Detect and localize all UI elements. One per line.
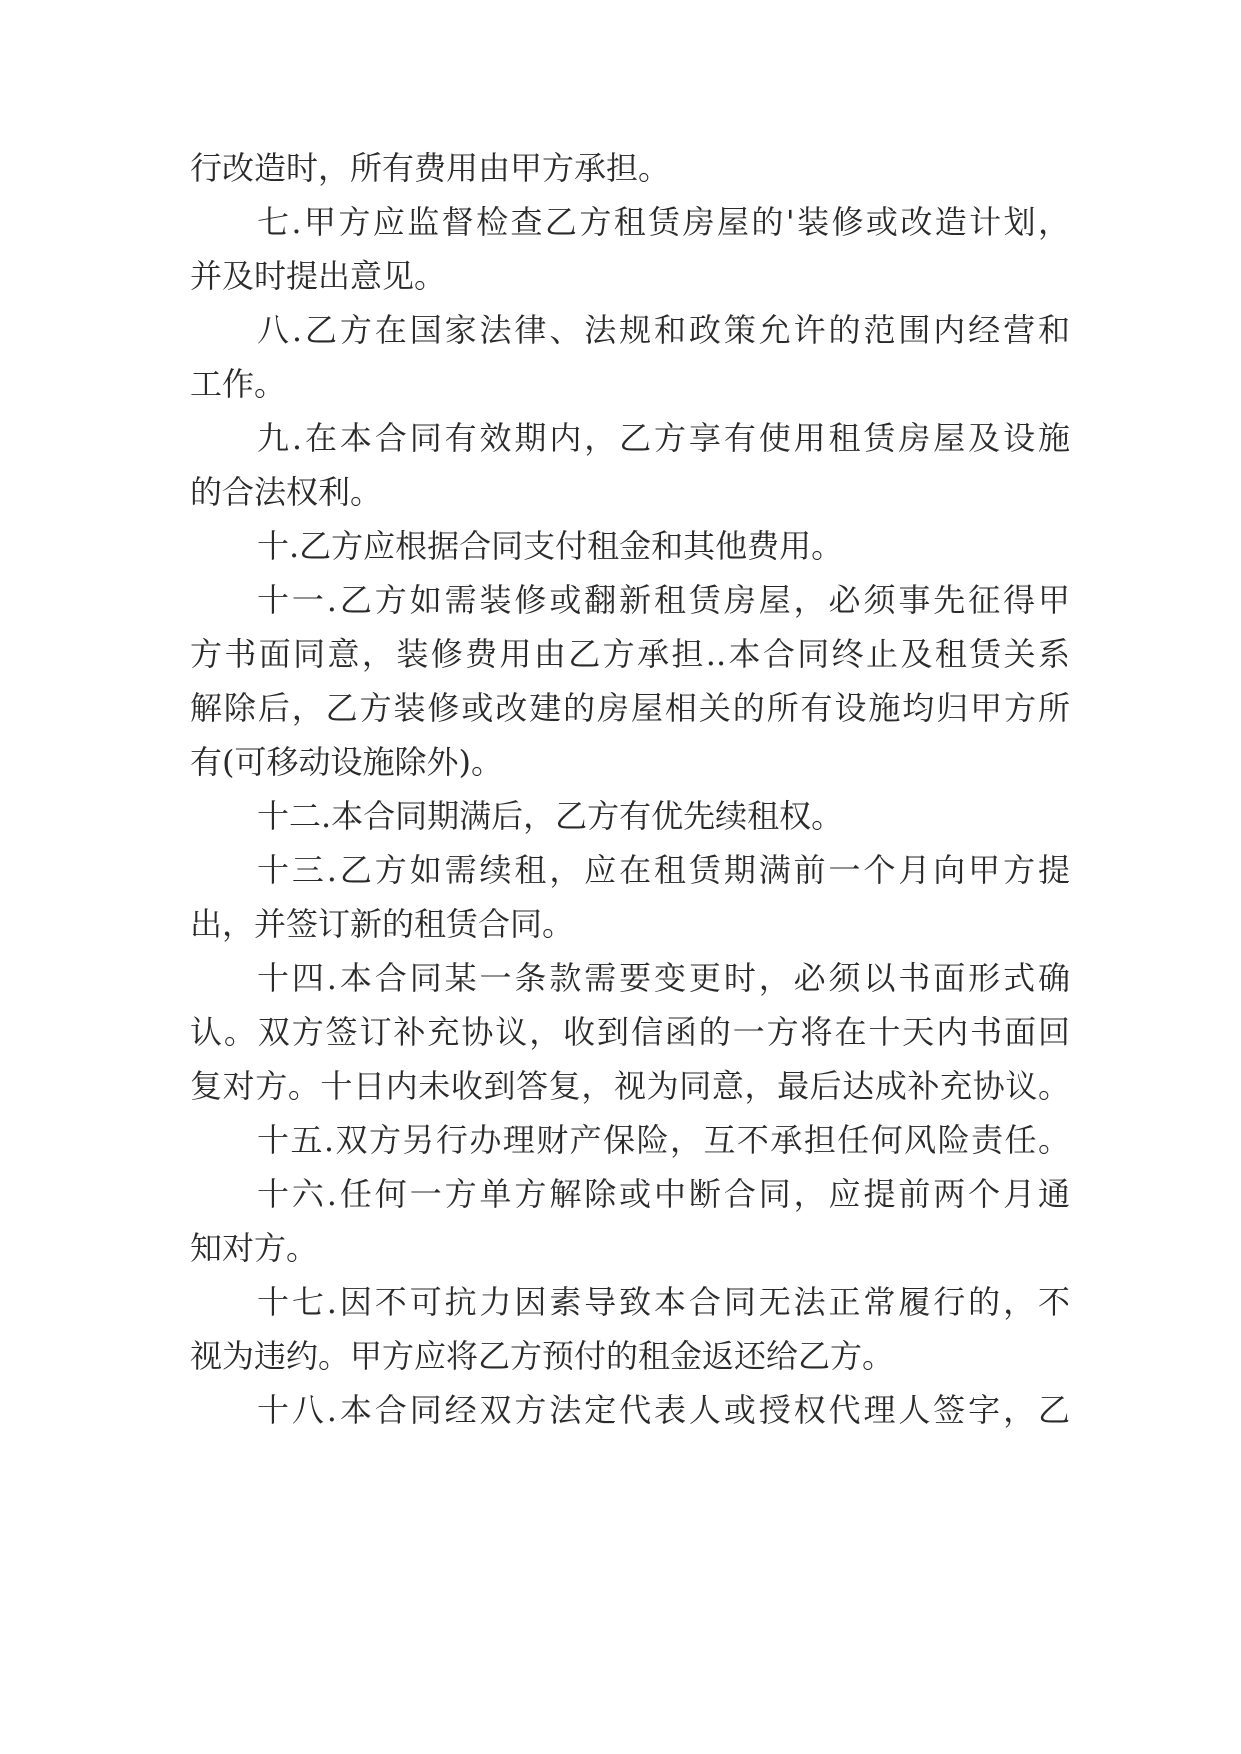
text-line: 十六.任何一方单方解除或中断合同，应提前两个月通 <box>257 1175 1070 1213</box>
text-line: 方书面同意，装修费用由乙方承担..本合同终止及租赁关系 <box>190 635 1070 673</box>
text-line: 十一.乙方如需装修或翻新租赁房屋，必须事先征得甲 <box>257 581 1070 619</box>
text-line: 工作。 <box>190 365 287 403</box>
text-line: 十五.双方另行办理财产保险，互不承担任何风险责任。 <box>257 1121 1070 1159</box>
text-line: 出，并签订新的租赁合同。 <box>190 905 575 943</box>
text-line: 的合法权利。 <box>190 473 383 511</box>
text-line: 九.在本合同有效期内，乙方享有使用租赁房屋及设施 <box>257 419 1070 457</box>
text-line: 十七.因不可抗力因素导致本合同无法正常履行的，不 <box>257 1283 1070 1321</box>
text-line: 视为违约。甲方应将乙方预付的租金返还给乙方。 <box>190 1337 895 1375</box>
text-line: 知对方。 <box>190 1229 319 1267</box>
text-line: 七.甲方应监督检查乙方租赁房屋的'装修或改造计划， <box>257 203 1070 241</box>
text-line: 行改造时，所有费用由甲方承担。 <box>190 149 671 187</box>
text-line: 解除后，乙方装修或改建的房屋相关的所有设施均归甲方所 <box>190 689 1070 727</box>
text-line: 认。双方签订补充协议，收到信函的一方将在十天内书面回 <box>190 1013 1070 1051</box>
text-line: 八.乙方在国家法律、法规和政策允许的范围内经营和 <box>257 311 1070 349</box>
text-line: 复对方。十日内未收到答复，视为同意，最后达成补充协议。 <box>190 1067 1070 1105</box>
text-line: 十三.乙方如需续租，应在租赁期满前一个月向甲方提 <box>257 851 1070 889</box>
text-line: 十.乙方应根据合同支付租金和其他费用。 <box>257 527 844 565</box>
text-line: 十二.本合同期满后，乙方有优先续租权。 <box>257 797 844 835</box>
text-line: 并及时提出意见。 <box>190 257 447 295</box>
text-line: 十四.本合同某一条款需要变更时，必须以书面形式确 <box>257 959 1070 997</box>
text-line: 十八.本合同经双方法定代表人或授权代理人签字，乙 <box>257 1391 1070 1429</box>
text-line: 有(可移动设施除外)。 <box>190 743 503 781</box>
